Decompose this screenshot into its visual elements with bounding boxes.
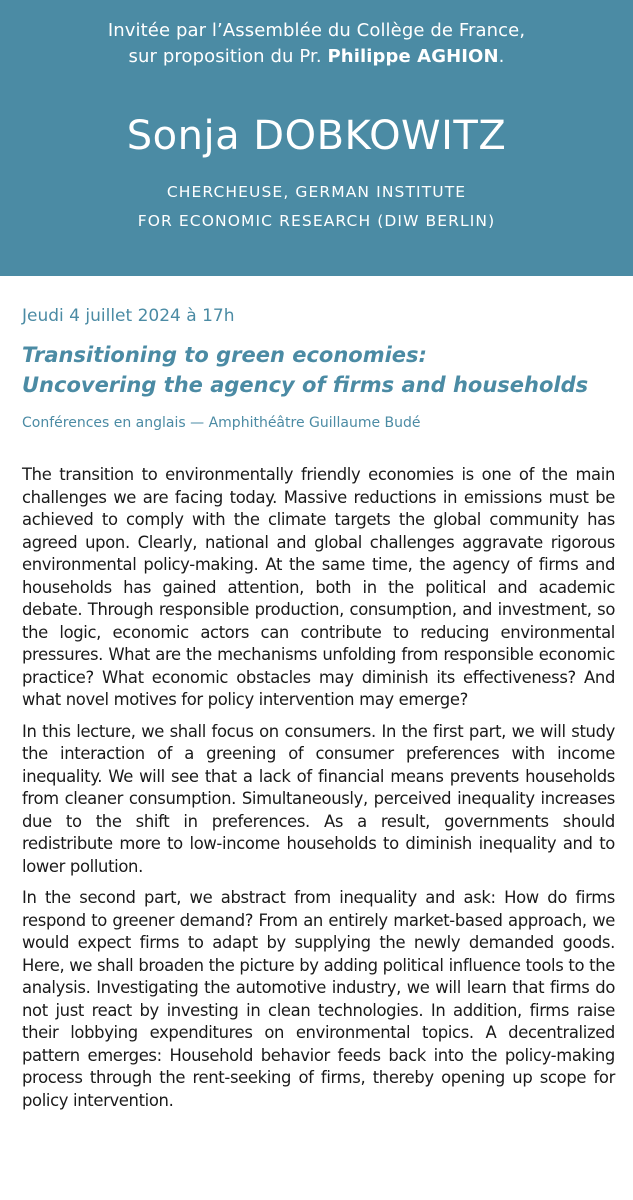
- event-date: [22, 304, 234, 328]
- date-text: Jeudi 4 juillet 2024: [22, 306, 181, 326]
- abstract-paragraph: In this lecture, we shall focus on consumers. In the first part, we will study the interaction of a greening of consumer preferences with income inequality. We will see that a lack of financial means prevents households from cleaner consumption. Simultaneously, perceived inequality increases due to the shift in preferences. As a result, governments should redistribute more to low-income households to diminish inequality and to lower pollution.: [22, 721, 615, 876]
- affiliation-line-2: FOR ECONOMIC RESEARCH (DIW BERLIN): [137, 212, 496, 230]
- abstract-body: [22, 464, 615, 1121]
- invitation-text: [0, 18, 633, 70]
- invitation-line-2: [0, 44, 633, 70]
- language-text: Conférences en anglais: [22, 415, 186, 431]
- speaker-affiliation: [0, 178, 633, 236]
- title-line-2: Uncovering the agency of firms and households: [22, 373, 589, 397]
- venue-separator: —: [185, 415, 209, 431]
- professor-name: Philippe AGHION: [327, 46, 499, 67]
- time-text: 17h: [202, 306, 235, 326]
- time-separator: à: [180, 306, 203, 326]
- invitation-prefix: sur proposition du Pr.: [128, 46, 328, 67]
- speaker-name: Sonja DOBKOWITZ: [126, 113, 507, 159]
- affiliation-line-1: CHERCHEUSE, GERMAN INSTITUTE: [166, 183, 467, 201]
- title-line-1: Transitioning to green economies:: [22, 343, 427, 367]
- venue-text: Amphithéâtre Guillaume Budé: [208, 415, 421, 431]
- invitation-suffix: .: [498, 46, 505, 67]
- event-venue: [22, 412, 421, 434]
- header-banner: [0, 0, 633, 276]
- abstract-paragraph: In the second part, we abstract from inequality and ask: How do firms respond to greener demand? From an entirely market-based approach, we would expect firms to adapt by supplying the newly demanded goods. Here, we shall broaden the picture by adding political influence tools to the analysis. Investigating the automotive industry, we will learn that firms do not just react by investing in clean technologies. In addition, firms raise their lobbying expenditures on environmental topics. A decentralized pattern emerges: Household behavior feeds back into the policy-making process through the rent-seeking of firms, thereby opening up scope for policy intervention.: [22, 888, 615, 1110]
- lecture-title: [22, 340, 622, 400]
- invitation-line-1: Invitée par l’Assemblée du Collège de France,: [107, 20, 526, 41]
- abstract-paragraph: The transition to environmentally friendly economies is one of the main challenges we are facing today. Massive reductions in emissions must be achieved to comply with the climate targets the global community has agreed upon. Clearly, national and global challenges aggravate rigorous environmental policy-making. At the same time, the agency of firms and households has gained attention, both in the political and academic debate. Through responsible production, consumption, and investment, so the logic, economic actors can contribute to reducing environmental pressures. What are the mechanisms unfolding from responsible economic practice? What economic obstacles may diminish its effectiveness? And what novel motives for policy intervention may emerge?: [22, 465, 615, 709]
